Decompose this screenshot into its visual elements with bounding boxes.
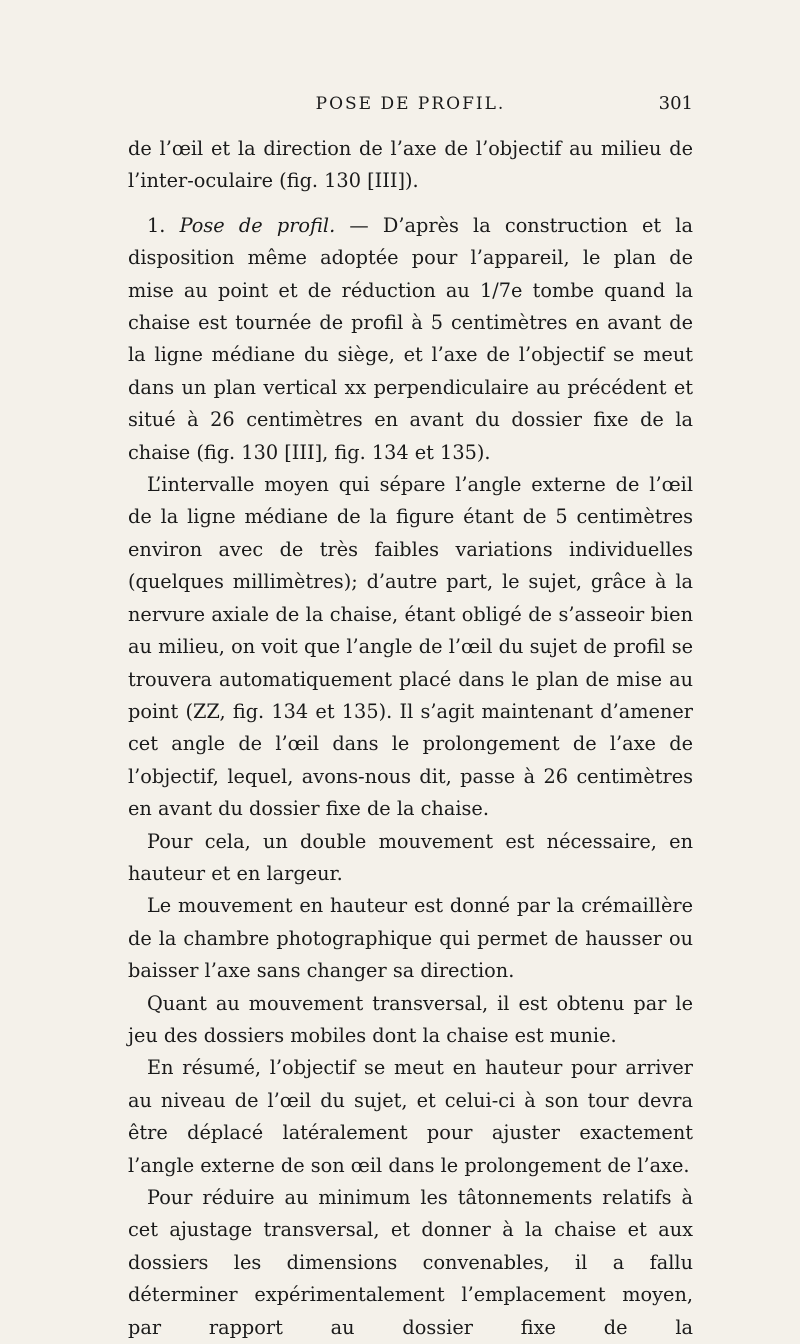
paragraph: Le mouvement en hauteur est donné par la crémaillère de la chambre photographique qui permet de hausser ou baisser l’axe sans changer sa direction.	[128, 894, 693, 983]
paragraph: L’intervalle moyen qui sépare l’angle externe de l’œil de la ligne médiane de la figure étant de 5 centimètres environ avec de très faibles variations individuelles (quelques millimètres); d’autre part, le sujet, grâce à la nervure axiale de la chaise, étant obligé de s’asseoir bien au milieu, on voit que l’angle de l’œil du sujet de profil se trouvera automatiquement placé dans le plan de mise au point (ZZ, fig. 134 et 135). Il s’agit maintenant d’amener cet angle de l’œil dans le prolongement de l’axe de l’objectif, lequel, avons-nous dit, passe à 26 centimètres en avant du dossier fixe de la chaise.	[128, 473, 693, 821]
paragraph-continued: de l’œil et la direction de l’axe de l’objectif au milieu de l’inter-oculaire (fig. 130 [III]).	[128, 137, 693, 193]
body-text	[128, 133, 693, 1344]
paragraph: En résumé, l’objectif se meut en hauteur pour arriver au niveau de l’œil du sujet, et celui-ci à son tour devra être déplacé latéralement pour ajuster exactement l’angle externe de son œil dans le prolongement de l’axe.	[128, 1056, 693, 1177]
paragraph: Quant au mouvement transversal, il est obtenu par le jeu des dossiers mobiles dont la chaise est munie.	[128, 991, 693, 1047]
section-text: D’après la construction et la disposition même adoptée pour l’appareil, le plan de mise au point et de réduction au 1/7e tombe quand la chaise est tournée de profil à 5 centimètres en avant de la ligne médiane du siège, et l’axe de l’objectif se meut dans un plan vertical xx perpendiculaire au précédent et situé à 26 centimètres en avant du dossier fixe de la chaise (fig. 130 [III], fig. 134 et 135).	[128, 213, 693, 464]
page-number: 301	[658, 93, 693, 114]
running-title: POSE DE PROFIL.	[315, 94, 506, 114]
section-number: 1.	[147, 213, 166, 237]
section-paragraph	[128, 210, 693, 469]
section-title: Pose de profil.	[179, 213, 336, 237]
running-head	[128, 92, 693, 116]
paragraph-continuing: Pour réduire au minimum les tâtonnements relatifs à cet ajustage transversal, et donner à la chaise et aux dossiers les dimensions convenables, il a fallu déterminer expérimentalement l’emplacement moyen, par rapport au dossier fixe de la	[128, 1186, 693, 1339]
paragraph: Pour cela, un double mouvement est nécessaire, en hauteur et en largeur.	[128, 829, 693, 885]
section-dash: —	[349, 213, 369, 237]
